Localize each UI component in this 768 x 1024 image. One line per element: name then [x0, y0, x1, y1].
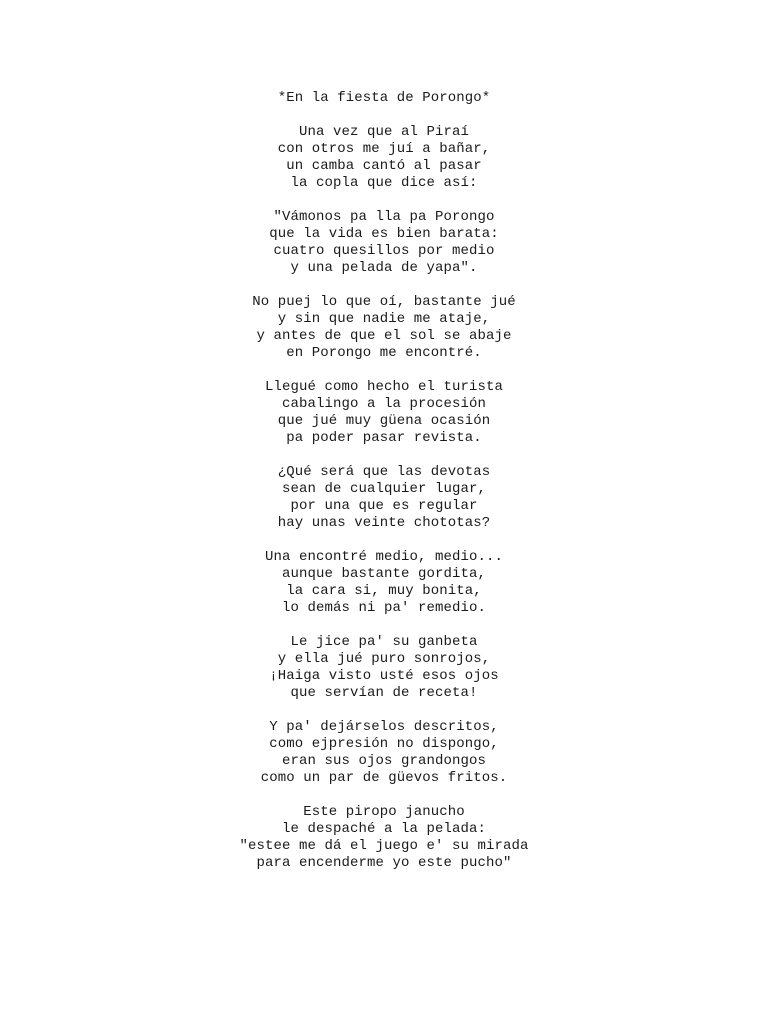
poem-title: *En la fiesta de Porongo* [277, 90, 491, 106]
poem-line: y antes de que el sol se abaje [256, 328, 512, 344]
poem-line: como ejpresión no dispongo, [269, 736, 499, 752]
poem-line: cuatro quesillos por medio [273, 243, 495, 259]
stanza-9 [0, 804, 768, 872]
poem-line: como un par de güevos fritos. [260, 770, 508, 786]
poem-line: Este piropo janucho [303, 804, 465, 820]
poem-line: hay unas veinte chototas? [277, 515, 491, 531]
stanza-5 [0, 464, 768, 532]
poem-line: pa poder pasar revista. [286, 430, 482, 446]
poem-line: para encenderme yo este pucho" [256, 855, 512, 871]
stanza-4 [0, 379, 768, 447]
poem-line: que jué muy güena ocasión [277, 413, 491, 429]
poem-line: No puej lo que oí, bastante jué [252, 294, 516, 310]
poem-line: Le jice pa' su ganbeta [290, 634, 478, 650]
poem-line: ¡Haiga visto usté esos ojos [269, 668, 499, 684]
poem-line: y ella jué puro sonrojos, [277, 651, 491, 667]
poem-line: sean de cualquier lugar, [281, 481, 487, 497]
stanza-6 [0, 549, 768, 617]
poem [0, 90, 768, 889]
stanza-8 [0, 719, 768, 787]
stanza-3 [0, 294, 768, 362]
poem-line: la cara si, muy bonita, [286, 583, 482, 599]
stanza-7 [0, 634, 768, 702]
poem-line: que servían de receta! [290, 685, 478, 701]
poem-line: "estee me dá el juego e' su mirada [239, 838, 529, 854]
poem-line: la copla que dice así: [290, 175, 478, 191]
poem-line: aunque bastante gordita, [281, 566, 487, 582]
stanza-2 [0, 209, 768, 277]
poem-line: ¿Qué será que las devotas [277, 464, 491, 480]
poem-line: Una encontré medio, medio... [264, 549, 504, 565]
poem-line: un camba cantó al pasar [286, 158, 482, 174]
poem-line: Llegué como hecho el turista [264, 379, 504, 395]
poem-line: cabalingo a la procesión [281, 396, 487, 412]
poem-line: y una pelada de yapa". [290, 260, 478, 276]
poem-line: le despaché a la pelada: [281, 821, 487, 837]
poem-line: eran sus ojos grandongos [281, 753, 487, 769]
poem-line: Una vez que al Piraí [298, 124, 470, 140]
poem-line: en Porongo me encontré. [286, 345, 482, 361]
stanza-1 [0, 124, 768, 192]
poem-line: que la vida es bien barata: [269, 226, 499, 242]
poem-line: Y pa' dejárselos descritos, [269, 719, 499, 735]
poem-line: por una que es regular [290, 498, 478, 514]
poem-line: "Vámonos pa lla pa Porongo [273, 209, 495, 225]
poem-line: con otros me juí a bañar, [277, 141, 491, 157]
poem-line: y sin que nadie me ataje, [277, 311, 491, 327]
poem-line: lo demás ni pa' remedio. [281, 600, 487, 616]
